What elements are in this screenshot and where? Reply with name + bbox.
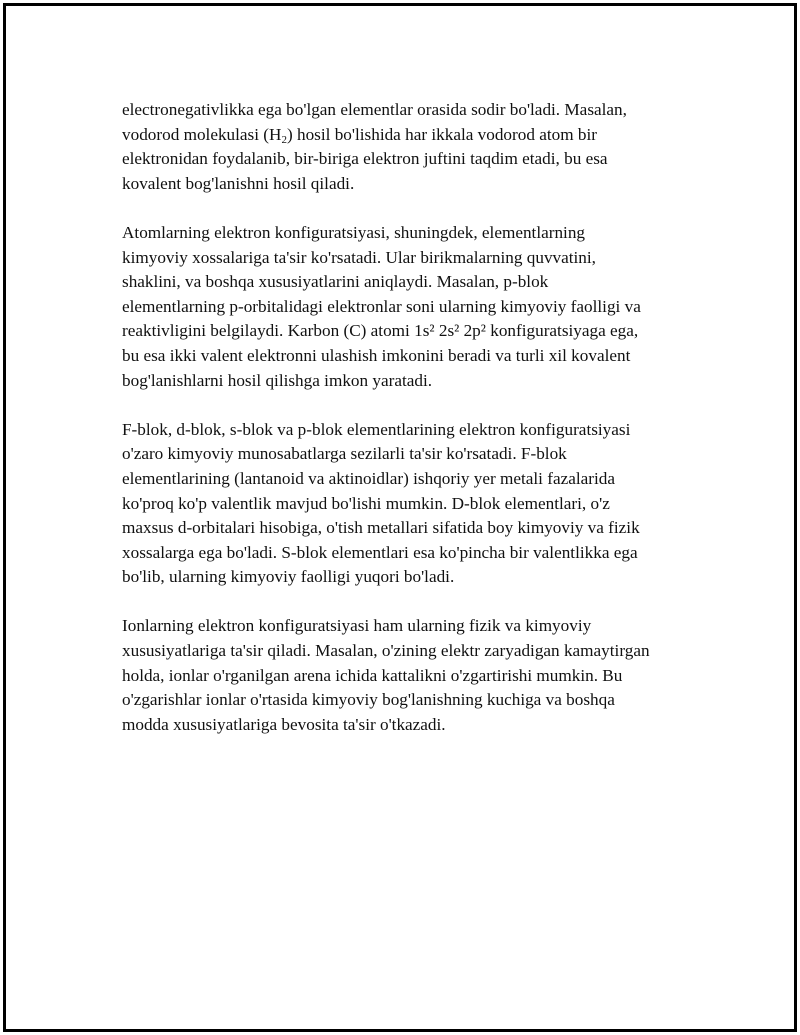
text-line: bog'lanishlarni hosil qilishga imkon yaratadi.	[122, 370, 433, 390]
text-line: bu esa ikki valent elektronni ulashish imkonini beradi va turli xil kovalent	[122, 345, 631, 365]
subscript: 2	[281, 133, 287, 146]
text-line: xususiyatlariga ta'sir qiladi. Masalan, o'zining elektr zaryadigan kamaytirgan	[122, 641, 650, 661]
text-line: Ionlarning elektron konfiguratsiyasi ham ularning fizik va kimyoviy	[122, 616, 592, 636]
text-line: Atomlarning elektron konfiguratsiyasi, shuningdek, elementlarning	[122, 222, 586, 242]
text-line: bo'lib, ularning kimyoviy faolligi yuqori bo'ladi.	[122, 567, 455, 587]
text-fragment: ) hosil bo'lishida har ikkala vodorod atom bir	[286, 124, 597, 144]
paragraph-2	[122, 221, 702, 393]
text-line: ko'proq ko'p valentlik mavjud bo'lishi mumkin. D-blok elementlari, o'z	[122, 493, 610, 513]
text-line: F-blok, d-blok, s-blok va p-blok elementlarining elektron konfiguratsiyasi	[122, 419, 631, 439]
text-line: shaklini, va boshqa xususiyatlarini aniqlaydi. Masalan, p-blok	[122, 272, 549, 292]
paragraph-3	[122, 418, 702, 590]
paragraph-1	[122, 98, 702, 196]
text-line-with-formula	[122, 123, 702, 148]
text-line: elementlarning p-orbitalidagi elektronlar soni ularning kimyoviy faolligi va	[122, 296, 641, 316]
paragraph-4	[122, 614, 702, 737]
text-line: modda xususiyatlariga bevosita ta'sir o'tkazadi.	[122, 714, 446, 734]
text-line: elektronidan foydalanib, bir-biriga elektron juftini taqdim etadi, bu esa	[122, 149, 608, 169]
text-line: kovalent bog'lanishni hosil qiladi.	[122, 173, 355, 193]
text-line: elementlarining (lantanoid va aktinoidlar) ishqoriy yer metali fazalarida	[122, 468, 615, 488]
text-line: maxsus d-orbitalari hisobiga, o'tish metallari sifatida boy kimyoviy va fizik	[122, 518, 640, 538]
text-line: reaktivligini belgilaydi. Karbon (C) atomi 1s² 2s² 2p² konfiguratsiyaga ega,	[122, 321, 639, 341]
text-line: o'zgarishlar ionlar o'rtasida kimyoviy bog'lanishning kuchiga va boshqa	[122, 690, 615, 710]
document-body	[122, 98, 702, 762]
text-line: xossalarga ega bo'ladi. S-blok elementlari esa ko'pincha bir valentlikka ega	[122, 542, 638, 562]
text-line: o'zaro kimyoviy munosabatlarga sezilarli ta'sir ko'rsatadi. F-blok	[122, 444, 567, 464]
text-line: electronegativlikka ega bo'lgan elementlar orasida sodir bo'ladi. Masalan,	[122, 100, 627, 119]
text-line: kimyoviy xossalariga ta'sir ko'rsatadi. Ular birikmalarning quvvatini,	[122, 247, 596, 267]
text-line: holda, ionlar o'rganilgan arena ichida kattalikni o'zgartirishi mumkin. Bu	[122, 665, 623, 685]
page-border	[3, 3, 797, 1032]
text-fragment: vodorod molekulasi (H	[122, 124, 282, 144]
